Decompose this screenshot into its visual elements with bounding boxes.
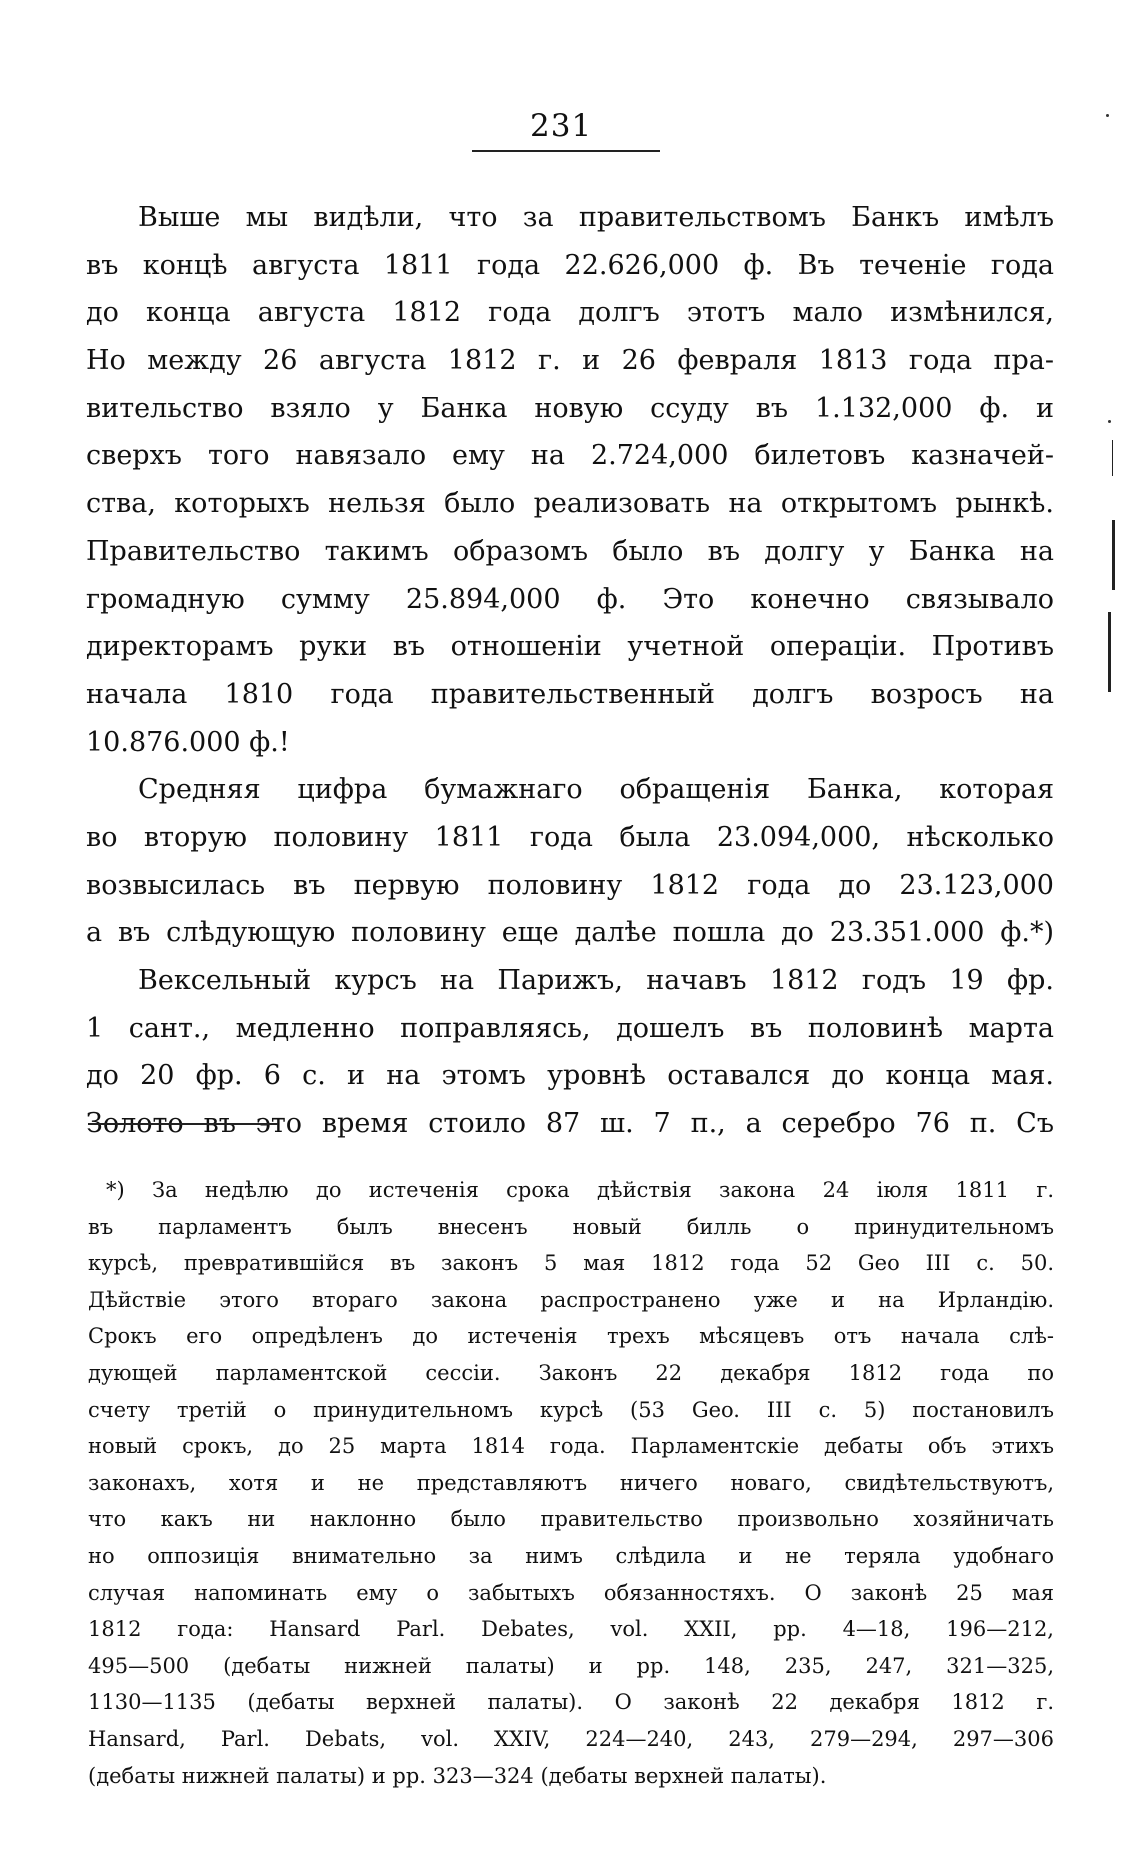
text-line: до конца августа 1812 года долгъ этотъ мало измѣнился, bbox=[86, 297, 1054, 329]
footnote-line: случая напоминать ему о забытыхъ обязанностяхъ. О законѣ 25 мая bbox=[88, 1580, 1054, 1605]
footnote-line: что какъ ни наклонно было правительство произвольно хозяйничать bbox=[88, 1507, 1054, 1532]
margin-mark bbox=[1112, 440, 1113, 476]
page-number: 231 bbox=[530, 108, 593, 144]
footnote-line: Дѣйствіе этого втораго закона распространено уже и на Ирландію. bbox=[88, 1287, 1054, 1312]
text-line: директорамъ руки въ отношеніи учетной операціи. Противъ bbox=[86, 631, 1054, 663]
footnote-line: (дебаты нижней палаты) и pp. 323—324 (дебаты верхней палаты). bbox=[88, 1763, 827, 1788]
text-line: ства, которыхъ нельзя было реализовать на открытомъ рынкѣ. bbox=[86, 488, 1054, 520]
text-line: 1 сант., медленно поправляясь, дошелъ въ половинѣ марта bbox=[86, 1012, 1054, 1044]
text-line: вительство взяло у Банка новую ссуду въ 1.132,000 ф. и bbox=[86, 392, 1054, 424]
text-line: Правительство такимъ образомъ было въ долгу у Банка на bbox=[86, 535, 1054, 567]
footnote-line: Срокъ его опредѣленъ до истеченія трехъ мѣсяцевъ отъ начала слѣ- bbox=[88, 1324, 1054, 1349]
text-line: до 20 фр. 6 с. и на этомъ уровнѣ оставался до конца мая. bbox=[86, 1060, 1054, 1092]
footnote-line: 1812 года: Hansard Parl. Debates, vol. XXII, pp. 4—18, 196—212, bbox=[88, 1617, 1054, 1642]
text-line: Выше мы видѣли, что за правительствомъ Банкъ имѣлъ bbox=[138, 202, 1054, 233]
main-text bbox=[86, 194, 1054, 1148]
text-line: Средняя цифра бумажнаго обращенія Банка, которая bbox=[138, 774, 1054, 806]
footnote-line: Hansard, Parl. Debats, vol. XXIV, 224—240, 243, 279—294, 297—306 bbox=[88, 1726, 1054, 1751]
footnote-line: счету третій о принудительномъ курсѣ (53 Geo. III c. 5) постановилъ bbox=[88, 1397, 1054, 1422]
footnote-line: законахъ, хотя и не представляютъ ничего новаго, свидѣтельствуютъ, bbox=[88, 1470, 1054, 1495]
footnote-line: дующей парламентской сессіи. Законъ 22 декабря 1812 года по bbox=[88, 1360, 1054, 1385]
footnote-line: курсѣ, превратившійся въ законъ 5 мая 1812 года 52 Geo III c. 50. bbox=[88, 1251, 1054, 1276]
footnote-line: 495—500 (дебаты нижней палаты) и pp. 148, 235, 247, 321—325, bbox=[88, 1653, 1054, 1678]
text-line: 10.876.000 ф.! bbox=[86, 726, 290, 758]
margin-mark bbox=[1108, 612, 1111, 692]
speck bbox=[1106, 114, 1109, 117]
footnote-line: *) За недѣлю до истеченія срока дѣйствія закона 24 іюля 1811 г. bbox=[106, 1178, 1054, 1202]
text-line: громадную сумму 25.894,000 ф. Это конечно связывало bbox=[86, 583, 1054, 615]
footnote-rule bbox=[88, 1123, 278, 1125]
margin-mark bbox=[1112, 520, 1115, 590]
text-line: а въ слѣдующую половину еще далѣе пошла до 23.351.000 ф.*) bbox=[86, 917, 1054, 949]
page-number-rule bbox=[472, 150, 660, 152]
footnote-line: въ парламентъ былъ внесенъ новый билль о принудительномъ bbox=[88, 1214, 1054, 1239]
text-line: начала 1810 года правительственный долгъ возросъ на bbox=[86, 678, 1054, 710]
text-line: Золото въ это время стоило 87 ш. 7 п., а серебро 76 п. Съ bbox=[86, 1108, 1054, 1140]
text-line: Вексельный курсъ на Парижъ, начавъ 1812 годъ 19 фр. bbox=[138, 965, 1054, 996]
text-line: возвысилась въ первую половину 1812 года до 23.123,000 bbox=[86, 869, 1054, 901]
footnote-line: но оппозиція внимательно за нимъ слѣдила и не теряла удобнаго bbox=[88, 1543, 1054, 1568]
footnote-line: 1130—1135 (дебаты верхней палаты). О законѣ 22 декабря 1812 г. bbox=[88, 1690, 1054, 1715]
text-line: Но между 26 августа 1812 г. и 26 февраля 1813 года пра- bbox=[86, 345, 1054, 377]
text-line: въ концѣ августа 1811 года 22.626,000 ф. Въ теченіе года bbox=[86, 249, 1054, 281]
text-line: сверхъ того навязало ему на 2.724,000 билетовъ казначей- bbox=[86, 440, 1054, 472]
footnote bbox=[88, 1172, 1054, 1794]
speck bbox=[1108, 420, 1111, 423]
text-line: во вторую половину 1811 года была 23.094,000, нѣсколько bbox=[86, 821, 1054, 853]
footnote-line: новый срокъ, до 25 марта 1814 года. Парламентскіе дебаты объ этихъ bbox=[88, 1434, 1054, 1459]
